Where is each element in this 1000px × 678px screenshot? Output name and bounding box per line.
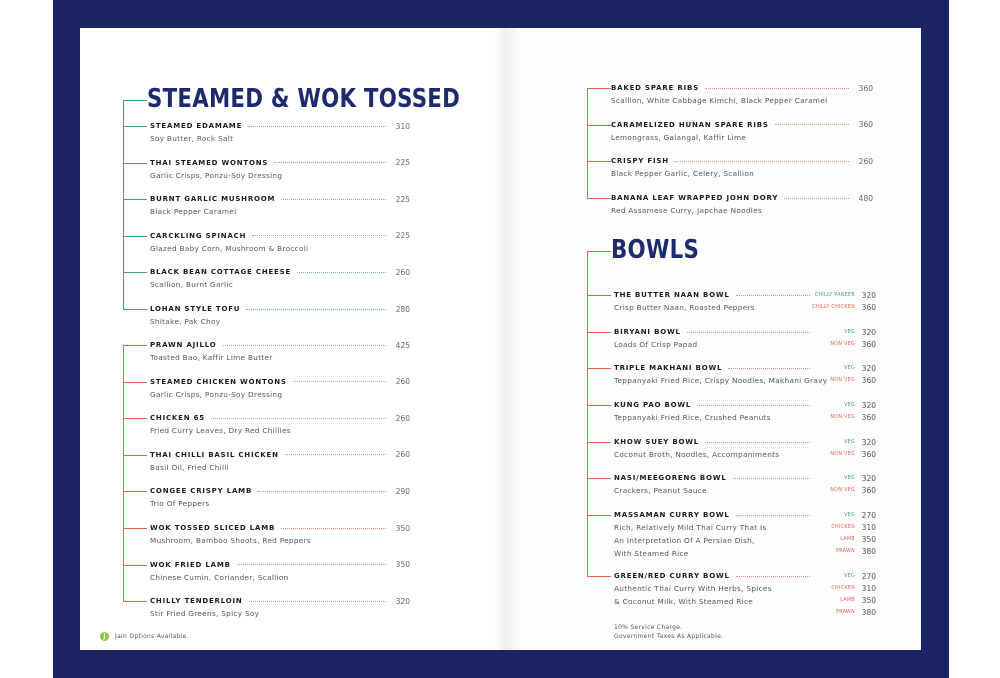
bracket-tick — [123, 163, 147, 164]
menu-item-description: & Coconut Milk, With Steamed Rice — [614, 597, 754, 606]
menu-item-price: 260 — [395, 413, 410, 423]
variant-price: 320 — [861, 400, 876, 410]
menu-item-price: 225 — [395, 194, 410, 204]
menu-item-price: 260 — [395, 267, 410, 277]
menu-item-description: Loads Of Crisp Papad — [614, 340, 698, 349]
price-variant — [770, 362, 876, 374]
menu-item-price: 360 — [858, 120, 873, 130]
variant-price: 310 — [861, 583, 876, 593]
jain-icon: J — [100, 632, 109, 641]
menu-item[interactable] — [150, 120, 410, 145]
menu-item-description: With Steamed Rice — [614, 549, 689, 558]
variant-label: VEG — [844, 573, 855, 579]
menu-item-name: STEAMED CHICKEN WONTONS — [150, 377, 287, 386]
variant-label: VEG — [844, 329, 855, 335]
dotted-leader — [675, 161, 849, 162]
menu-item[interactable] — [611, 192, 873, 217]
price-variant — [770, 338, 876, 350]
menu-item-row — [150, 449, 410, 461]
menu-item-row — [150, 193, 410, 205]
menu-item-row — [150, 303, 410, 315]
dotted-leader — [258, 491, 386, 492]
menu-item-description: Stir Fried Greens, Spicy Soy — [150, 609, 260, 619]
menu-item-row — [150, 266, 410, 278]
menu-item-name: CHICKEN 65 — [150, 414, 205, 423]
bracket-tick — [587, 332, 611, 333]
variant-price: 360 — [861, 302, 876, 312]
variant-label: LAMB — [840, 536, 855, 542]
menu-item-description: Crackers, Peanut Sauce — [614, 486, 707, 495]
menu-item-name: PRAWN AJILLO — [150, 341, 217, 349]
variant-label: VEG — [844, 402, 855, 408]
menu-item-price: 425 — [395, 340, 410, 350]
dotted-leader — [705, 88, 849, 89]
variant-label: CHILLY CHICKEN — [811, 304, 855, 310]
bracket-tick — [587, 442, 611, 443]
bracket-tick — [123, 418, 147, 419]
variant-label: PRAWN — [836, 610, 855, 616]
menu-item[interactable] — [611, 155, 873, 180]
menu-item[interactable] — [150, 339, 410, 364]
price-variant — [770, 594, 876, 606]
bracket-tick — [123, 309, 147, 310]
menu-item-row — [150, 485, 410, 497]
bracket-tick — [587, 478, 611, 479]
menu-item-description: Scallion, White Cabbage Kimchi, Black Pepper Caramel — [611, 96, 828, 105]
menu-item-row — [150, 412, 410, 424]
menu-item-name: MASSAMAN CURRY BOWL — [614, 511, 730, 519]
variant-price: 270 — [861, 571, 876, 581]
bracket-tick — [123, 491, 147, 492]
variant-price: 360 — [861, 412, 876, 422]
jain-note-text: Jain Options Available. — [115, 633, 189, 640]
menu-item-name: LOHAN STYLE TOFU — [150, 305, 241, 313]
bracket-tick — [123, 199, 147, 200]
bracket-tick — [587, 125, 611, 126]
menu-item-name: CARCKLING SPINACH — [150, 231, 247, 240]
price-variant — [770, 546, 876, 558]
dotted-leader — [211, 418, 386, 419]
price-variant — [770, 509, 876, 521]
menu-item[interactable] — [150, 157, 410, 182]
price-variant — [770, 533, 876, 545]
section-title-bowls: BOWLS — [611, 235, 700, 265]
menu-item-description: Teppanyaki Fried Rice, Crushed Peanuts — [614, 413, 771, 422]
menu-item-description: Chinese Cumin, Coriander, Scallion — [150, 572, 289, 582]
menu-item-row — [150, 339, 410, 351]
menu-item-name: CONGEE CRISPY LAMB — [150, 487, 253, 496]
menu-item-name: WOK FRIED LAMB — [150, 560, 231, 569]
menu-item-price: 225 — [395, 231, 410, 241]
menu-item-description: Glazed Baby Corn, Mushroom & Broccoli — [150, 243, 309, 253]
menu-item-description: Soy Butter, Rock Salt — [150, 134, 234, 143]
menu-item[interactable] — [150, 559, 410, 584]
menu-item[interactable] — [150, 376, 410, 401]
section-title-steamed-wok-tossed: STEAMED & WOK TOSSED — [147, 84, 461, 114]
menu-item-price: 280 — [395, 304, 410, 314]
dotted-leader — [281, 199, 386, 200]
menu-item-description: Authentic Thai Curry With Herbs, Spices — [614, 584, 772, 593]
variant-label: CHILLY PANEER — [814, 292, 855, 298]
bowls-bracket — [587, 251, 588, 576]
menu-item-description: Black Pepper Caramel — [150, 207, 237, 217]
price-variant — [770, 374, 876, 386]
bracket-tick — [587, 198, 611, 199]
price-variant — [770, 326, 876, 338]
dotted-leader — [274, 162, 386, 163]
menu-item-description: Mushroom, Bamboo Shoots, Red Peppers — [150, 536, 311, 545]
variant-label: VEG — [844, 512, 855, 518]
menu-item[interactable] — [150, 412, 410, 437]
menu-item-price: 225 — [395, 158, 410, 168]
variant-label: CHICKEN — [831, 585, 855, 591]
dotted-leader — [784, 198, 849, 199]
menu-item[interactable] — [150, 193, 410, 218]
dotted-leader — [285, 454, 386, 455]
menu-item-name: BAKED SPARE RIBS — [611, 84, 699, 92]
dotted-leader — [775, 124, 849, 125]
variant-label: VEG — [844, 365, 855, 371]
price-variant — [770, 472, 876, 484]
dotted-leader — [246, 309, 386, 310]
variant-price: 360 — [861, 375, 876, 385]
variant-label: NON VEG — [830, 414, 855, 420]
variant-label: CHICKEN — [831, 524, 855, 530]
menu-item-description: Fried Curry Leaves, Dry Red Chillies — [150, 426, 291, 436]
dotted-leader — [249, 601, 386, 602]
variant-price: 360 — [861, 339, 876, 349]
variant-label: VEG — [844, 439, 855, 445]
menu-item-description: Lemongrass, Galangal, Kaffir Lime — [611, 132, 747, 142]
menu-item[interactable] — [150, 230, 410, 255]
dotted-leader — [252, 235, 386, 236]
variant-price: 350 — [861, 595, 876, 605]
variant-price: 320 — [861, 473, 876, 483]
variant-price: 320 — [861, 327, 876, 337]
bracket-tick — [123, 601, 147, 602]
bracket-tick — [123, 126, 147, 127]
bracket-tick — [587, 251, 611, 252]
menu-item[interactable] — [150, 595, 410, 620]
menu-item-row — [611, 82, 873, 94]
variant-price: 360 — [861, 485, 876, 495]
dotted-leader — [248, 126, 386, 127]
variant-label: NON VEG — [830, 377, 855, 383]
menu-item-row — [150, 376, 410, 388]
variant-price: 380 — [861, 547, 876, 557]
bracket-tick — [587, 161, 611, 162]
bracket-tick — [123, 455, 147, 456]
menu-item-row — [150, 157, 410, 169]
menu-item-description: Rich, Relatively Mild Thai Curry That Is — [614, 523, 767, 532]
variant-price: 350 — [861, 534, 876, 544]
menu-item-price: 260 — [858, 156, 873, 166]
price-variant — [770, 570, 876, 582]
page-spine — [494, 28, 520, 650]
variant-price: 380 — [861, 608, 876, 618]
menu-item[interactable] — [150, 485, 410, 510]
taxes-note: Government Taxes As Applicable. — [614, 633, 724, 640]
menu-item-name: CARAMELIZED HUNAN SPARE RIBS — [611, 120, 769, 129]
price-variant — [770, 301, 876, 313]
menu-item-row — [150, 230, 410, 242]
menu-item-name: NASI/MEEGORENG BOWL — [614, 474, 727, 482]
jain-note — [100, 632, 189, 641]
menu-item-price: 350 — [395, 560, 410, 570]
bracket-tick — [123, 272, 147, 273]
price-variant — [770, 521, 876, 533]
menu-item-name: KUNG PAO BOWL — [614, 401, 692, 409]
menu-item-price: 260 — [395, 377, 410, 387]
variant-price: 320 — [861, 290, 876, 300]
menu-item-description: Black Pepper Garlic, Celery, Scallion — [611, 169, 755, 179]
menu-item[interactable] — [150, 522, 410, 547]
price-variant — [770, 411, 876, 423]
bracket-tick — [123, 100, 147, 101]
bracket-tick — [587, 576, 611, 577]
bracket-tick — [587, 368, 611, 369]
bracket-tick — [123, 382, 147, 383]
dotted-leader — [293, 381, 386, 382]
continued-bracket — [587, 88, 588, 198]
menu-item-price: 310 — [395, 121, 410, 131]
menu-item-row — [611, 192, 873, 204]
menu-item-name: KHOW SUEY BOWL — [614, 438, 700, 446]
menu-item-row — [150, 595, 410, 607]
bracket-tick — [587, 295, 611, 296]
variant-label: VEG — [844, 475, 855, 481]
price-variant — [770, 436, 876, 448]
variant-label: PRAWN — [836, 549, 855, 555]
menu-item-description: Garlic Crisps, Ponzu-Soy Dressing — [150, 389, 283, 399]
menu-item[interactable] — [150, 303, 410, 328]
variant-price: 320 — [861, 437, 876, 447]
service-charge-note: 10% Service Charge. — [614, 624, 683, 631]
menu-item-price: 360 — [858, 83, 873, 93]
variant-label: NON VEG — [830, 487, 855, 493]
bracket-tick — [123, 236, 147, 237]
menu-item-price: 260 — [395, 450, 410, 460]
menu-item-name: BLACK BEAN COTTAGE CHEESE — [150, 268, 292, 277]
dotted-leader — [297, 272, 386, 273]
menu-item-price: 290 — [395, 486, 410, 496]
menu-item-name: GREEN/RED CURRY BOWL — [614, 572, 730, 580]
price-variant — [770, 448, 876, 460]
bracket-tick — [587, 515, 611, 516]
variant-price: 310 — [861, 522, 876, 532]
menu-item-name: BIRYANI BOWL — [614, 328, 681, 336]
menu-item-description: Trio Of Peppers — [150, 499, 210, 509]
menu-item-row — [150, 120, 410, 132]
bracket-tick — [587, 88, 611, 89]
dotted-leader — [237, 564, 386, 565]
menu-item-description: Basil Oil, Fried Chilli — [150, 462, 229, 472]
variant-label: LAMB — [840, 597, 855, 603]
menu-item-name: TRIPLE MAKHANI BOWL — [614, 364, 723, 372]
menu-item-price: 350 — [395, 523, 410, 533]
menu-item-row — [150, 559, 410, 571]
footer-notes — [614, 623, 723, 641]
price-variant — [770, 399, 876, 411]
menu-item-description: Garlic Crisps, Ponzu-Soy Dressing — [150, 170, 283, 180]
price-variant — [770, 607, 876, 619]
menu-item-name: BANANA LEAF WRAPPED JOHN DORY — [611, 194, 779, 203]
menu-item[interactable] — [611, 82, 873, 107]
dotted-leader — [223, 345, 387, 346]
menu-item-description: An Interpretation Of A Persian Dish, — [614, 536, 755, 545]
variant-price: 270 — [861, 510, 876, 520]
menu-item[interactable] — [611, 119, 873, 144]
menu-item-description: Teppanyaki Fried Rice, Crispy Noodles, Makhani Gravy — [614, 376, 828, 385]
menu-item-description: Coconut Broth, Noodles, Accompaniments — [614, 450, 780, 459]
menu-item-price: 320 — [395, 596, 410, 606]
dotted-leader — [281, 528, 386, 529]
menu-item-name: STEAMED EDAMAME — [150, 122, 243, 130]
nonveg-bracket — [123, 345, 124, 601]
menu-item-name: WOK TOSSED SLICED LAMB — [150, 524, 276, 532]
bracket-tick — [123, 565, 147, 566]
variant-label: NON VEG — [830, 451, 855, 457]
bracket-tick — [123, 345, 147, 346]
menu-item[interactable] — [150, 266, 410, 291]
menu-item-name: THAI CHILLI BASIL CHICKEN — [150, 450, 279, 459]
variant-price: 360 — [861, 449, 876, 459]
menu-item-description: Crisp Butter Naan, Roasted Peppers — [614, 303, 755, 312]
menu-item-name: CHILLY TENDERLOIN — [150, 597, 243, 606]
bracket-tick — [123, 528, 147, 529]
menu-item-price: 480 — [858, 193, 873, 203]
menu-item-row — [611, 155, 873, 167]
veg-bracket — [123, 100, 124, 309]
bracket-tick — [587, 405, 611, 406]
menu-item-row — [611, 119, 873, 131]
price-variant — [770, 484, 876, 496]
menu-item-name: CRISPY FISH — [611, 157, 669, 166]
price-variant — [770, 289, 876, 301]
menu-item[interactable] — [150, 449, 410, 474]
price-variant — [770, 582, 876, 594]
menu-item-description: Toasted Bao, Kaffir Lime Butter — [150, 353, 273, 362]
menu-item-description: Scallion, Burnt Garlic — [150, 280, 234, 290]
menu-item-name: THE BUTTER NAAN BOWL — [614, 291, 730, 299]
menu-item-row — [150, 522, 410, 534]
menu-item-name: BURNT GARLIC MUSHROOM — [150, 195, 276, 204]
menu-item-name: THAI STEAMED WONTONS — [150, 158, 269, 167]
menu-item-description: Red Assamese Curry, Japchae Noodles — [611, 206, 763, 216]
variant-label: NON VEG — [830, 341, 855, 347]
menu-item-description: Shitake, Pak Choy — [150, 317, 221, 326]
variant-price: 320 — [861, 363, 876, 373]
